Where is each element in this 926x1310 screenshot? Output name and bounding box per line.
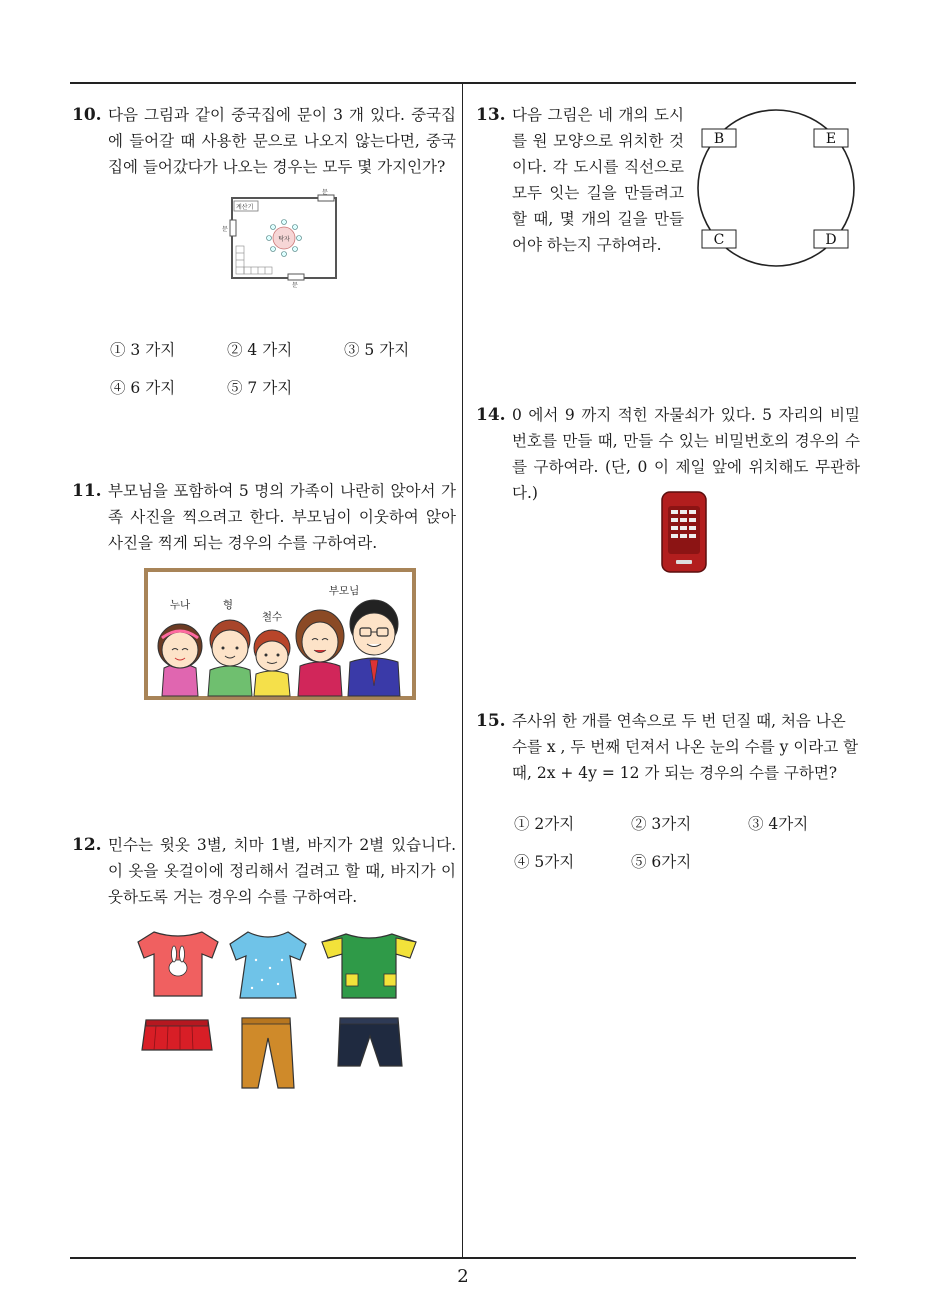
label-brother: 형	[222, 599, 234, 611]
shirt-3-illustration	[322, 934, 416, 998]
choice-3[interactable]: ③ 5 가지	[344, 341, 410, 359]
top-rule	[70, 82, 856, 84]
choice-2[interactable]: ② 3가지	[631, 815, 692, 833]
label-sister: 누나	[169, 599, 191, 611]
door-lock-illustration	[660, 490, 708, 574]
question-number: 10.	[72, 105, 102, 125]
family-photo-illustration	[144, 568, 416, 700]
door-label: 문	[292, 282, 298, 288]
city-c-label: C	[713, 232, 725, 248]
question-number: 11.	[72, 481, 102, 501]
question-text: 0 에서 9 까지 적힌 자물쇠가 있다. 5 자리의 비밀번호를 만들 때, 만들 수 있는 비밀번호의 경우의 수를 구하여라. (단, 0 이 제일 앞에 위치해도 무관하다.)	[512, 406, 860, 502]
question-number: 12.	[72, 835, 102, 855]
page-number: 2	[457, 1266, 469, 1287]
question-number: 14.	[476, 405, 506, 425]
label-cheolsu: 철수	[261, 611, 283, 623]
question-text	[512, 708, 860, 786]
clothes-illustration	[132, 924, 428, 1094]
brother-figure	[208, 620, 252, 696]
choice-4[interactable]: ④ 5가지	[514, 853, 575, 871]
choice-1[interactable]: ① 2가지	[514, 815, 575, 833]
question-text: 부모님을 포함하여 5 명의 가족이 나란히 앉아서 가족 사진을 찍으려고 한다. 부모님이 이웃하여 앉아 사진을 찍게 되는 경우의 수를 구하여라.	[108, 482, 456, 552]
cheolsu-figure	[254, 630, 290, 696]
choice-5[interactable]: ⑤ 7 가지	[227, 379, 293, 397]
question-text-line: 수를 x , 두 번째 던져서 나온 눈의 수를 y 이라고 할	[512, 738, 859, 756]
question-12	[72, 832, 456, 910]
question-text-line: 주사위 한 개를 연속으로 두 번 던질 때, 처음 나온	[512, 712, 846, 730]
door-label: 문	[322, 189, 328, 196]
question-text: 다음 그림은 네 개의 도시를 원 모양으로 위치한 것이다. 각 도시를 직선으로 모두 잇는 길을 만들려고 할 때, 몇 개의 길을 만들어야 하는지 구하여라.	[512, 106, 684, 254]
city-b-label: B	[713, 131, 725, 147]
restaurant-floorplan	[222, 188, 344, 288]
table-label: 탁자	[278, 236, 290, 243]
shirt-2-illustration	[230, 932, 306, 998]
question-10	[72, 102, 456, 180]
choice-1[interactable]: ① 3 가지	[110, 341, 176, 359]
city-circle-diagram	[690, 104, 860, 272]
question-number: 15.	[476, 711, 506, 731]
pants-2-illustration	[338, 1018, 402, 1066]
shirt-1-illustration	[138, 932, 218, 996]
label-parents: 부모님	[328, 585, 360, 597]
question-13	[476, 102, 684, 258]
sister-figure	[158, 624, 202, 696]
door-label: 문	[222, 226, 228, 233]
mother-figure	[296, 610, 344, 696]
question-text: 민수는 윗옷 3별, 치마 1별, 바지가 2별 있습니다. 이 옷을 옷걸이에 정리해서 걸려고 할 때, 바지가 이웃하도록 거는 경우의 수를 구하여라.	[108, 836, 456, 906]
counter-label: 계산기	[236, 204, 254, 211]
question-15	[476, 708, 860, 786]
choice-5[interactable]: ⑤ 6가지	[631, 853, 692, 871]
question-text: 다음 그림과 같이 중국집에 문이 3 개 있다. 중국집에 들어갈 때 사용한 문으로 나오지 않는다면, 중국집에 들어갔다가 나오는 경우는 모두 몇 가지인가?	[108, 106, 456, 176]
column-divider	[462, 84, 463, 1257]
choice-2[interactable]: ② 4 가지	[227, 341, 293, 359]
city-d-label: D	[825, 232, 837, 248]
city-e-label: E	[825, 131, 837, 147]
pants-1-illustration	[242, 1018, 294, 1088]
bottom-rule	[70, 1257, 856, 1259]
choice-4[interactable]: ④ 6 가지	[110, 379, 176, 397]
skirt-illustration	[142, 1020, 212, 1050]
choice-3[interactable]: ③ 4가지	[748, 815, 809, 833]
question-11	[72, 478, 456, 556]
question-number: 13.	[476, 105, 506, 125]
question-text-line: 때, 2x + 4y = 12 가 되는 경우의 수를 구하면?	[512, 764, 838, 782]
